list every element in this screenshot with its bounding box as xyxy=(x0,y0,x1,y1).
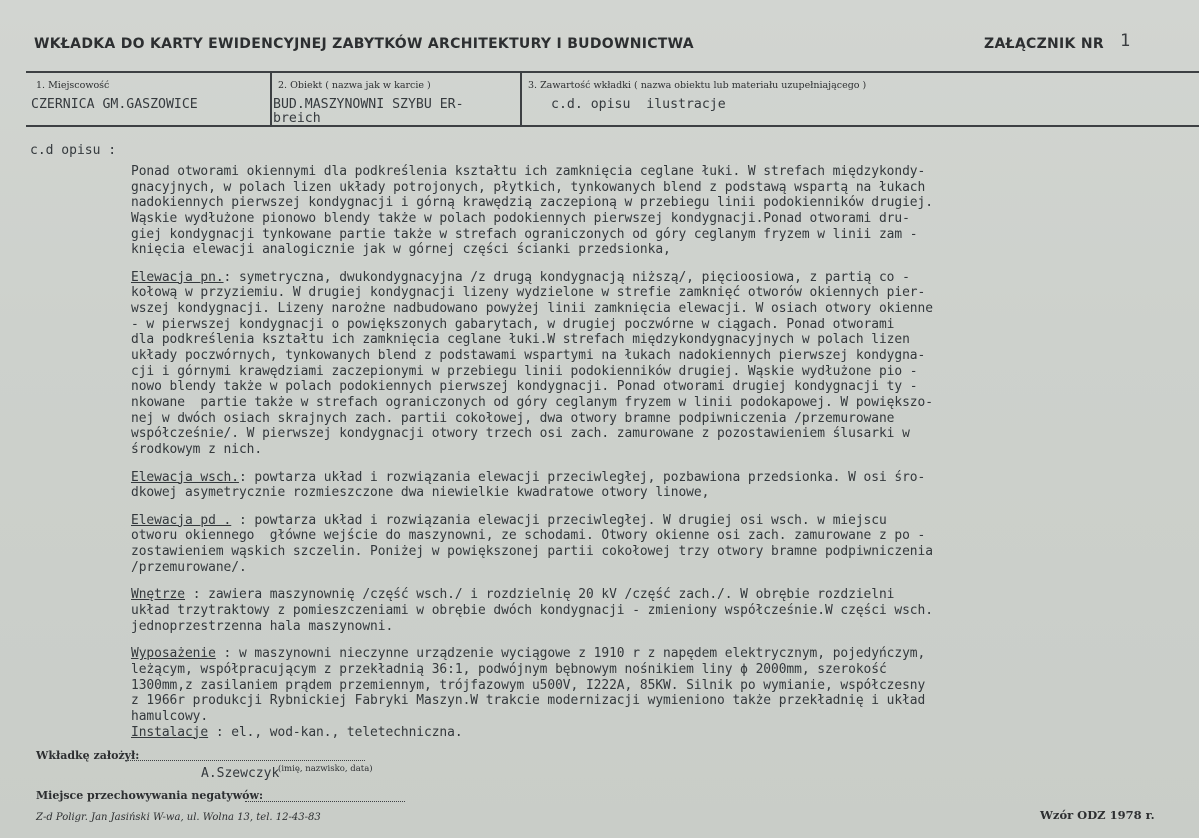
description-line: Instalacje : el., wod-kan., teletechniczna. xyxy=(131,724,463,740)
section-heading: Elewacja pd . xyxy=(131,512,232,528)
content-label: 3. Zawartość wkładki ( nazwa obiektu lub materiału uzupełniającego ) xyxy=(528,80,867,91)
field-divider-2 xyxy=(520,71,522,126)
description-line: knięcia elewacji analogicznie jak w górnej części ścianki przedsionka, xyxy=(131,242,671,258)
description-line: Elewacja pd . : powtarza układ i rozwiązania elewacji przeciwległej. W drugiej osi wsch. w miejscu xyxy=(131,512,887,528)
top-rule xyxy=(26,71,1199,73)
description-line: /przemurowane/. xyxy=(131,559,247,575)
description-line: Wyposażenie : w maszynowni nieczynne urządzenie wyciągowe z 1910 r z napędem elektrycznym, pojedyńczym, xyxy=(131,646,926,662)
author-label: Wkładkę założył: xyxy=(36,749,140,762)
description-line: dkowej asymetrycznie rozmieszczone dwa niewielkie kwadratowe otwory linowe, xyxy=(131,485,710,501)
negatives-label: Miejsce przechowywania negatywów: xyxy=(36,789,264,802)
object-value-line1: BUD.MASZYNOWNI SZYBU ER- xyxy=(273,97,464,112)
locality-label: 1. Miejscowość xyxy=(36,80,110,91)
description-line: środkowym z nich. xyxy=(131,441,263,457)
printer-imprint: Z-d Poligr. Jan Jasiński W-wa, ul. Wolna 13, tel. 12-43-83 xyxy=(36,812,321,823)
description-line: nowo blendy także w polach podokiennych pierwszej kondygnacji. Ponad otworami drugiej kondygnacji ty - xyxy=(131,379,918,395)
description-line: układ trzytraktowy z pomieszczeniami w obrębie dwóch kondygnacji - zmieniony współcześnie.W części wsch. xyxy=(131,603,933,619)
author-name: A.Szewczyk xyxy=(201,766,280,781)
description-line: wszej kondygnacji. Lizeny narożne nadbudowano powyżej linii zamknięcia elewacji. W osiach otwory okienne xyxy=(131,301,933,317)
description-line: - w pierwszej kondygnacji o powiększonych gabarytach, w drugiej poczwórne w ciągach. Ponad otworami xyxy=(131,316,895,332)
description-line: Ponad otworami okiennymi dla podkreślenia kształtu ich zamknięcia ceglane łuki. W strefach międzykondy- xyxy=(131,164,926,179)
section-heading: Wyposażenie xyxy=(131,646,216,662)
author-dotted-line xyxy=(125,760,365,761)
field-divider-1 xyxy=(270,71,272,126)
intro-label: c.d opisu : xyxy=(30,143,117,158)
description-line: dla podkreślenia kształtu ich zamknięcia ceglane łuki.W strefach międzykondygnacyjnych w polach lizen xyxy=(131,332,910,348)
locality-value: CZERNICA GM.GASZOWICE xyxy=(31,97,198,112)
section-heading: Elewacja wsch. xyxy=(131,469,239,485)
description-line: otworu okiennego główne wejście do maszynowni, ze schodami. Otwory okienne osi zach. zamurowane z po - xyxy=(131,528,926,544)
paragraph-gap xyxy=(131,634,1171,646)
description-line: współcześnie/. W pierwszej kondygnacji otwory trzech osi zach. zamurowane z pozostawieniem ślusarki w xyxy=(131,426,910,442)
object-label: 2. Obiekt ( nazwa jak w karcie ) xyxy=(278,80,431,91)
annex-number: 1 xyxy=(1120,31,1131,51)
description-line: Wąskie wydłużone pionowo blendy także w polach podokiennych pierwszej kondygnacji.Ponad otworami dru- xyxy=(131,210,910,226)
description-line: nkowane partie także w strefach ograniczonych od góry ceglanym fryzem w linii podokapowej. W powiększo- xyxy=(131,394,933,410)
object-value-line2: breich xyxy=(273,111,321,125)
description-line: z 1966r produkcji Rybnickiej Fabryki Maszyn.W trakcie modernizacji wymieniono także przekładnię i układ xyxy=(131,693,926,709)
description-line: kołową w przyziemiu. W drugiej kondygnacji lizeny wydzielone w strefie zamknięć otworów okiennych pier- xyxy=(131,285,926,301)
description-line: nej w dwóch osiach skrajnych zach. partii cokołowej, dwa otwory bramne podpiwniczenia /przemurowane xyxy=(131,410,895,426)
description-line: zostawieniem wąskich szczelin. Poniżej w powiększonej partii cokołowej trzy otwory bramne podpiwniczenia xyxy=(131,544,933,560)
description-line: cji i górnymi krawędziami zaczepionymi w przebiegu linii podokienników drugiej. Wąskie wydłużone pio - xyxy=(131,363,918,379)
form-id: Wzór ODZ 1978 r. xyxy=(1040,808,1155,822)
description-line: Elewacja pn.: symetryczna, dwukondygnacyjna /z drugą kondygnacją niższą/, pięcioosiowa, z partią co - xyxy=(131,269,910,285)
description-line: 1300mm,z zasilaniem prądem przemiennym, trójfazowym u500V, I222A, 85KW. Silnik po wymianie, współczesny xyxy=(131,677,926,693)
description-line: układy poczwórnych, tynkowanych blend z podstawami wspartymi na łukach nadokiennych pierwszej kondygna- xyxy=(131,348,926,364)
description-line: jednoprzestrzenna hala maszynowni. xyxy=(131,618,394,634)
paragraph-gap xyxy=(131,458,1171,470)
paragraph-gap xyxy=(131,501,1171,513)
description-line: Wnętrze : zawiera maszynownię /część wsch./ i rozdzielnię 20 kV /część zach./. W obrębie rozdzielni xyxy=(131,587,895,603)
section-heading: Elewacja pn. xyxy=(131,269,224,285)
negatives-dotted-line xyxy=(245,801,405,802)
section-heading: Wnętrze xyxy=(131,587,185,603)
description-line: gnacyjnych, w polach lizen układy potrojonych, płytkich, tynkowanych blend z podstawą wspartą na łukach xyxy=(131,179,926,195)
description-line: leżącym, współpracującym z przekładnią 36:1, podwójnym bębnowym nośnikiem liny ϕ 2000mm, szerokość xyxy=(131,661,887,677)
annex-label: ZAŁĄCZNIK NR xyxy=(984,36,1104,52)
description-line: giej kondygnacji tynkowane partie także w strefach ograniczonych od góry ceglanym fryzem w linii zam - xyxy=(131,226,918,242)
description-line: nadokiennych pierwszej kondygnacji i górną krawędzią zaczepioną w przebiegu linii podokienników drugiej. xyxy=(131,195,933,211)
form-title: WKŁADKA DO KARTY EWIDENCYJNEJ ZABYTKÓW ARCHITEKTURY I BUDOWNICTWA xyxy=(34,36,694,52)
content-value: c.d. opisu ilustracje xyxy=(551,97,726,112)
paragraph-gap xyxy=(131,575,1171,587)
description-line: Elewacja wsch.: powtarza układ i rozwiązania elewacji przeciwległej, pozbawiona przedsionka. W osi śro- xyxy=(131,469,926,485)
description-text xyxy=(131,164,1171,740)
field-bottom-rule xyxy=(26,125,1199,127)
paragraph-gap xyxy=(131,258,1171,270)
author-hint: (imię, nazwisko, data) xyxy=(278,764,373,774)
description-line: hamulcowy. xyxy=(131,708,209,724)
section-heading: Instalacje xyxy=(131,724,209,740)
